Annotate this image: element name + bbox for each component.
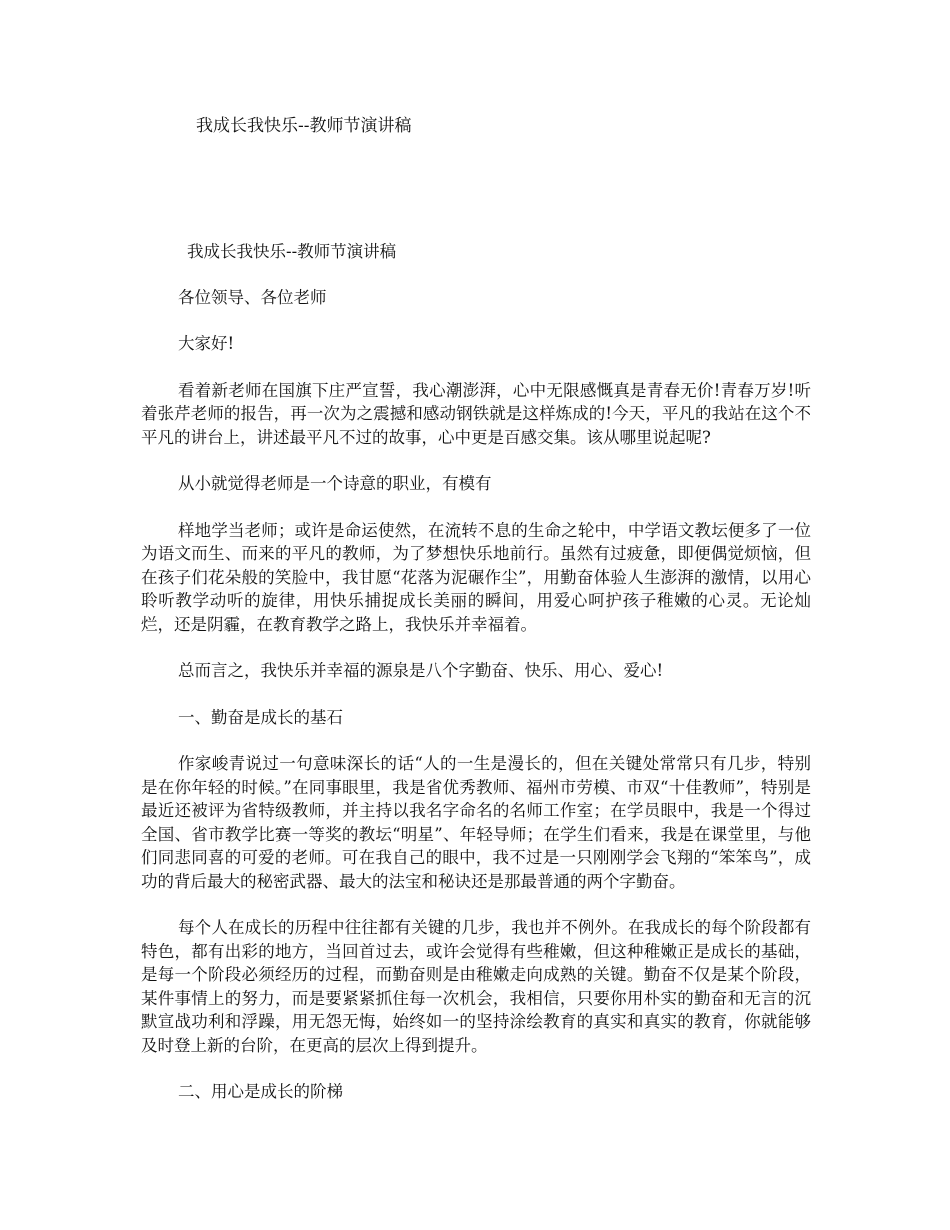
paragraph: 作家峻青说过一句意味深长的话“人的一生是漫长的，但在关键处常常只有几步，特别是在你年轻的时候。”在同事眼里，我是省优秀教师、福州市劳模、市双“十佳教师”，特别是最近还被评为省特级教师，并主持以我名字命名的名师工作室；在学员眼中，我是一个得过全国、省市教学比赛一等奖的教坛“明星”、年轻导师；在学生们看来，我是在课堂里，与他们同悲同喜的可爱的老师。可在我自己的眼中，我不过是一只刚刚学会飞翔的“笨笨鸟”，成功的背后最大的秘密武器、最大的法宝和秘诀还是那最普通的两个字勤奋。 xyxy=(141,754,811,891)
section-heading: 一、勤奋是成长的基石 xyxy=(178,707,343,727)
document-header-title: 我成长我快乐--教师节演讲稿 xyxy=(196,116,412,136)
speech-title: 我成长我快乐--教师节演讲稿 xyxy=(187,242,397,261)
paragraph: 从小就觉得老师是一个诗意的职业，有模有 xyxy=(178,474,492,493)
paragraph: 每个人在成长的历程中往往都有关键的几步，我也并不例外。在我成长的每个阶段都有特色，都有出彩的地方，当回首过去，或许会觉得有些稚嫩，但这种稚嫩正是成长的基础，是每一个阶段必须经历的过程，而勤奋则是由稚嫩走向成熟的关键。勤奋不仅是某个阶段，某件事情上的努力，而是要紧紧抓住每一次机会，我相信，只要你用朴实的勤奋和无言的沉默宣战功利和浮躁，用无怨无悔，始终如一的坚持涂绘教育的真实和真实的教育，你就能够及时登上新的台阶，在更高的层次上得到提升。 xyxy=(141,918,811,1055)
paragraph: 看着新老师在国旗下庄严宣誓，我心潮澎湃，心中无限感慨真是青春无价!青春万岁!听着张芹老师的报告，再一次为之震撼和感动钢铁就是这样炼成的!今天，平凡的我站在这个不平凡的讲台上，讲述最平凡不过的故事，心中更是百感交集。该从哪里说起呢? xyxy=(141,380,811,447)
document-body xyxy=(141,240,811,1127)
paragraph: 样地学当老师；或许是命运使然，在流转不息的生命之轮中，中学语文教坛便多了一位为语文而生、而来的平凡的教师，为了梦想快乐地前行。虽然有过疲惫，即便偶觉烦恼，但在孩子们花朵般的笑脸中，我甘愿“花落为泥碾作尘”，用勤奋体验人生澎湃的激情，以用心聆听教学动听的旋律，用快乐捕捉成长美丽的瞬间，用爱心呵护孩子稚嫩的心灵。无论灿烂，还是阴霾，在教育教学之路上，我快乐并幸福着。 xyxy=(141,520,811,634)
section-heading: 二、用心是成长的阶梯 xyxy=(178,1082,343,1101)
salutation: 各位领导、各位老师 xyxy=(178,287,327,307)
paragraph: 总而言之，我快乐并幸福的源泉是八个字勤奋、快乐、用心、爱心! xyxy=(178,661,664,680)
greeting: 大家好! xyxy=(178,334,235,353)
